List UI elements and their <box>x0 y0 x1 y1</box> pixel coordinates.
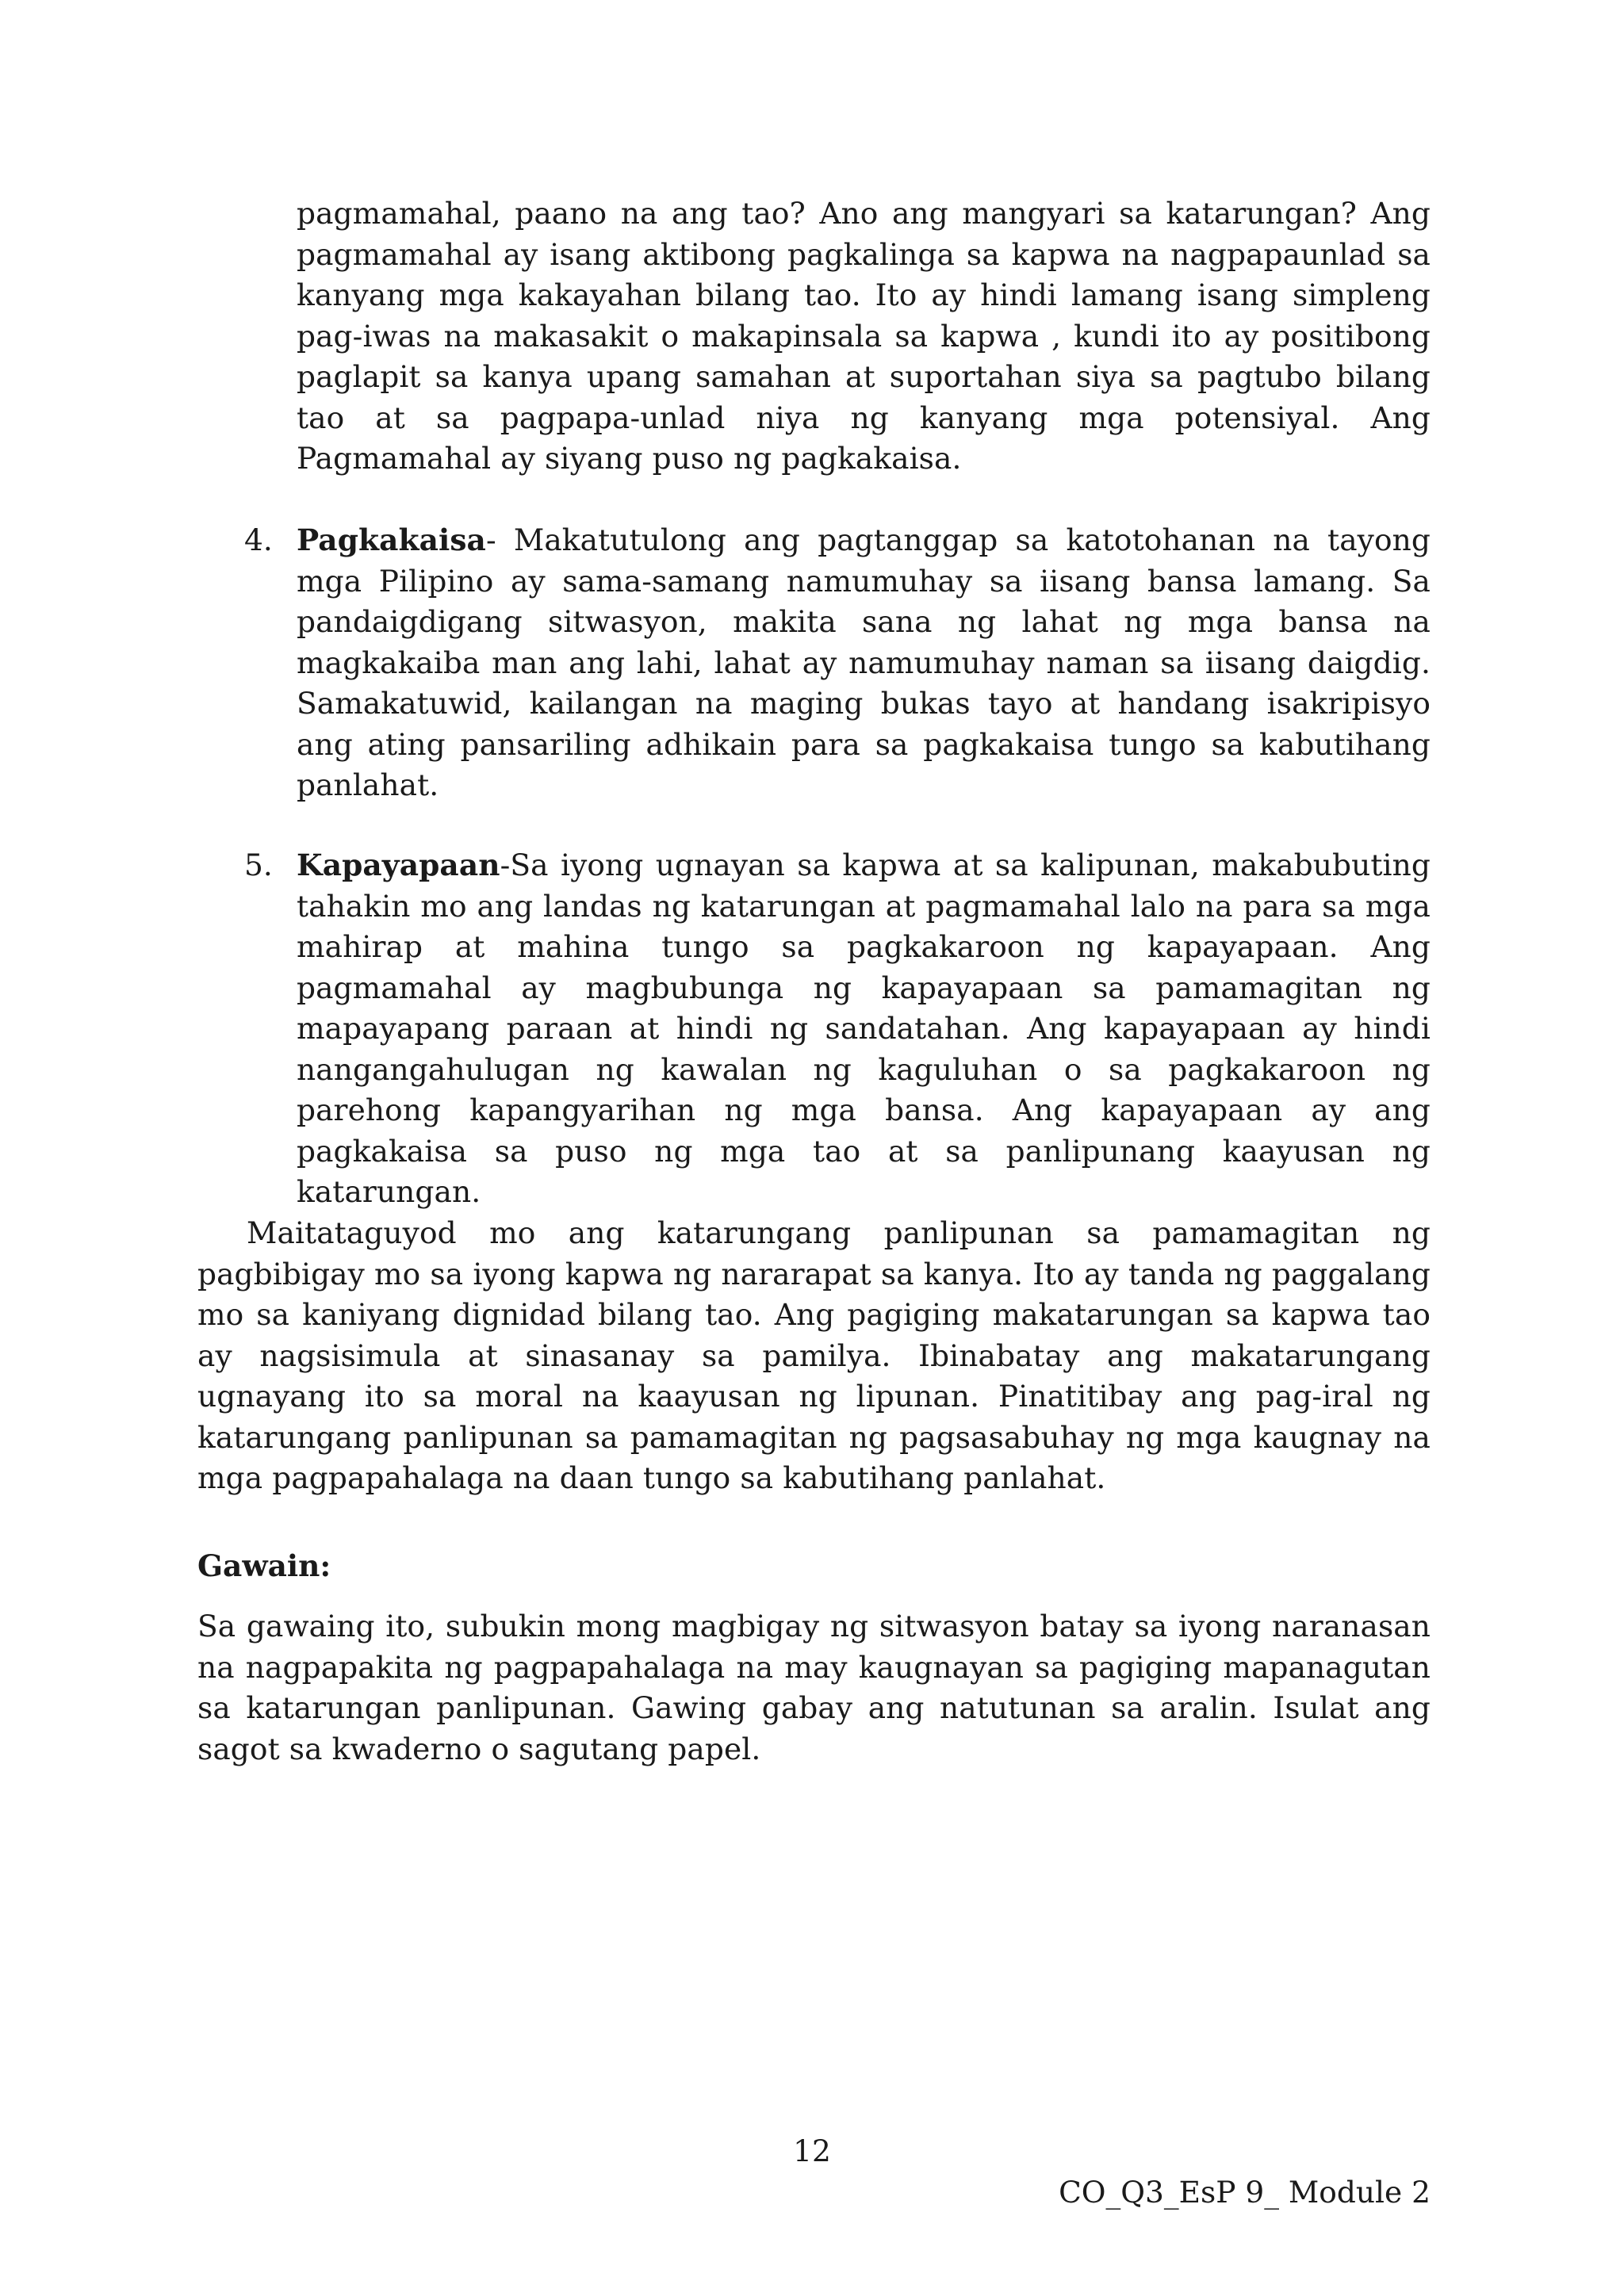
closing-paragraph: Maitataguyod mo ang katarungang panlipunan sa pamamagitan ng pagbibigay mo sa iyong kapwa ng nararapat sa kanya. Ito ay tanda ng paggalang mo sa kaniyang dignidad bilang tao. Ang pagiging makatarungan sa kapwa tao ay nagsisimula at sinasanay sa pamilya. Ibinabatay ang makatarungang ugnayang ito sa moral na kaayusan ng lipunan. Pinatitibay ang pag-iral ng katarungang panlipunan sa pamamagitan ng pagsasabuhay ng mga kaugnay na mga pagpapahalaga na daan tungo sa kabutihang panlahat. <box>197 1215 1431 1495</box>
term-kapayapaan: Kapayapaan <box>297 848 500 882</box>
list-item-body <box>297 520 1431 806</box>
list-item-body <box>297 845 1431 1213</box>
activity-heading: Gawain: <box>197 1548 331 1583</box>
list-item-text: - Makatutulong ang pagtanggap sa katotohanan na tayong mga Pilipino ay sama-samang namumuhay sa iisang bansa lamang. Sa pandaigdigang sitwasyon, makita sana ng lahat ng mga bansa na magkakaiba man ang lahi, lahat ay namumuhay naman sa iisang daigdig. Samakatuwid, kailangan na maging bukas tayo at handang isakripisyo ang ating pansariling adhikain para sa pagkakaisa tungo sa kabutihang panlahat. <box>297 522 1431 802</box>
activity-paragraph: Sa gawaing ito, subukin mong magbigay ng sitwasyon batay sa iyong naranasan na nagpapakita ng pagpapahalaga na may kaugnayan sa pagiging mapanagutan sa katarungan panlipunan. Gawing gabay ang natutunan sa aralin. Isulat ang sagot sa kwaderno o sagutang papel. <box>197 1609 1431 1766</box>
term-pagkakaisa: Pagkakaisa <box>297 522 486 557</box>
list-item-number: 4. <box>244 522 273 557</box>
list-item-pagkakaisa <box>200 520 1431 806</box>
list-item-number: 5. <box>244 848 273 882</box>
page-number: 12 <box>793 2133 831 2168</box>
list-item-text: -Sa iyong ugnayan sa kapwa at sa kalipunan, makabubuting tahakin mo ang landas ng katarungan at pagmamahal lalo na para sa mga mahirap at mahina tungo sa pagkakaroon ng kapayapaan. Ang pagmamahal ay magbubunga ng kapayapaan sa pamamagitan ng mapayapang paraan at hindi ng sandatahan. Ang kapayapaan ay hindi nangangahulugan ng kawalan ng kaguluhan o sa pagkakaroon ng parehong kapangyarihan ng mga bansa. Ang kapayapaan ay ang pagkakaisa sa puso ng mga tao at sa panlipunang kaayusan ng katarungan. <box>297 848 1431 1209</box>
list-item-kapayapaan <box>200 845 1431 1213</box>
continuation-paragraph: pagmamahal, paano na ang tao? Ano ang mangyari sa katarungan? Ang pagmamahal ay isang aktibong pagkalinga sa kapwa na nagpapaunlad sa kanyang mga kakayahan bilang tao. Ito ay hindi lamang isang simpleng pag-iwas na makasakit o makapinsala sa kapwa , kundi ito ay positibong paglapit sa kanya upang samahan at suportahan siya sa pagtubo bilang tao at sa pagpapa-unlad niya ng kanyang mga potensiyal. Ang Pagmamahal ay siyang puso ng pagkakaisa. <box>297 196 1431 476</box>
module-code: CO_Q3_EsP 9_ Module 2 <box>1059 2175 1431 2210</box>
